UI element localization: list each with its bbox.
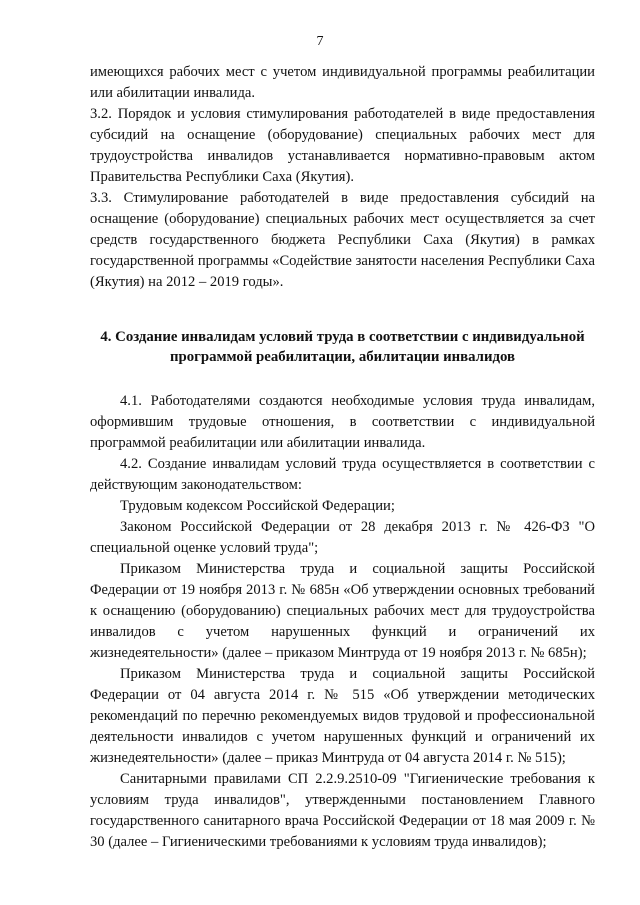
law-item-order-515: Приказом Министерства труда и социальной защиты Российской Федерации от 04 августа 2014 г. № 515 «Об утверждении методических рекомендаций по перечню рекомендуемых видов трудовой и профессиональной деятельности инвалидов с учетом нарушенных функций и ограничений их жизнедеятельности» (далее – приказ Минтруда от 04 августа 2014 г. № 515); xyxy=(90,666,595,766)
law-item-426-fz: Законом Российской Федерации от 28 декабря 2013 г. № 426-ФЗ "О специальной оценке условий труда"; xyxy=(90,519,595,556)
law-item-sanitary-rules: Санитарными правилами СП 2.2.9.2510-09 "Гигиенические требования к условиям труда инвалидов", утвержденными постановлением Главного государственного санитарного врача Российской Федерации от 18 мая 2009 г. № 30 (далее – Гигиеническими требованиями к условиям труда инвалидов); xyxy=(90,771,595,850)
section-heading: 4. Создание инвалидам условий труда в соответствии с индивидуальной программой реабилитации, абилитации инвалидов xyxy=(100,329,585,365)
paragraph-4-2: 4.2. Создание инвалидам условий труда осуществляется в соответствии с действующим законодательством: xyxy=(90,456,595,493)
document-body xyxy=(90,62,595,853)
paragraph-3-2: 3.2. Порядок и условия стимулирования работодателей в виде предоставления субсидий на оснащение (оборудование) специальных рабочих мест для трудоустройства инвалидов устанавливается нормативно-правовым актом Правительства Республики Саха (Якутия). xyxy=(90,106,595,185)
paragraph-3-3: 3.3. Стимулирование работодателей в виде предоставления субсидий на оснащение (оборудование) специальных рабочих мест осуществляется за счет средств государственного бюджета Республики Саха (Якутия) в рамках государственной программы «Содействие занятости населения Республики Саха (Якутия) на 2012 – 2019 годы». xyxy=(90,190,595,290)
law-item-labor-code: Трудовым кодексом Российской Федерации; xyxy=(120,498,395,514)
paragraph-continuation: имеющихся рабочих мест с учетом индивидуальной программы реабилитации или абилитации инвалида. xyxy=(90,64,595,101)
law-item-order-685n: Приказом Министерства труда и социальной защиты Российской Федерации от 19 ноября 2013 г. № 685н «Об утверждении основных требований к оснащению (оборудованию) специальных рабочих мест для трудоустройства инвалидов с учетом нарушенных функций и ограничений их жизнедеятельности» (далее – приказом Минтруда от 19 ноября 2013 г. № 685н); xyxy=(90,561,595,661)
paragraph-4-1: 4.1. Работодателями создаются необходимые условия труда инвалидам, оформившим трудовые отношения, в соответствии с индивидуальной программой реабилитации или абилитации инвалида. xyxy=(90,393,595,451)
page-number: 7 xyxy=(316,34,324,49)
